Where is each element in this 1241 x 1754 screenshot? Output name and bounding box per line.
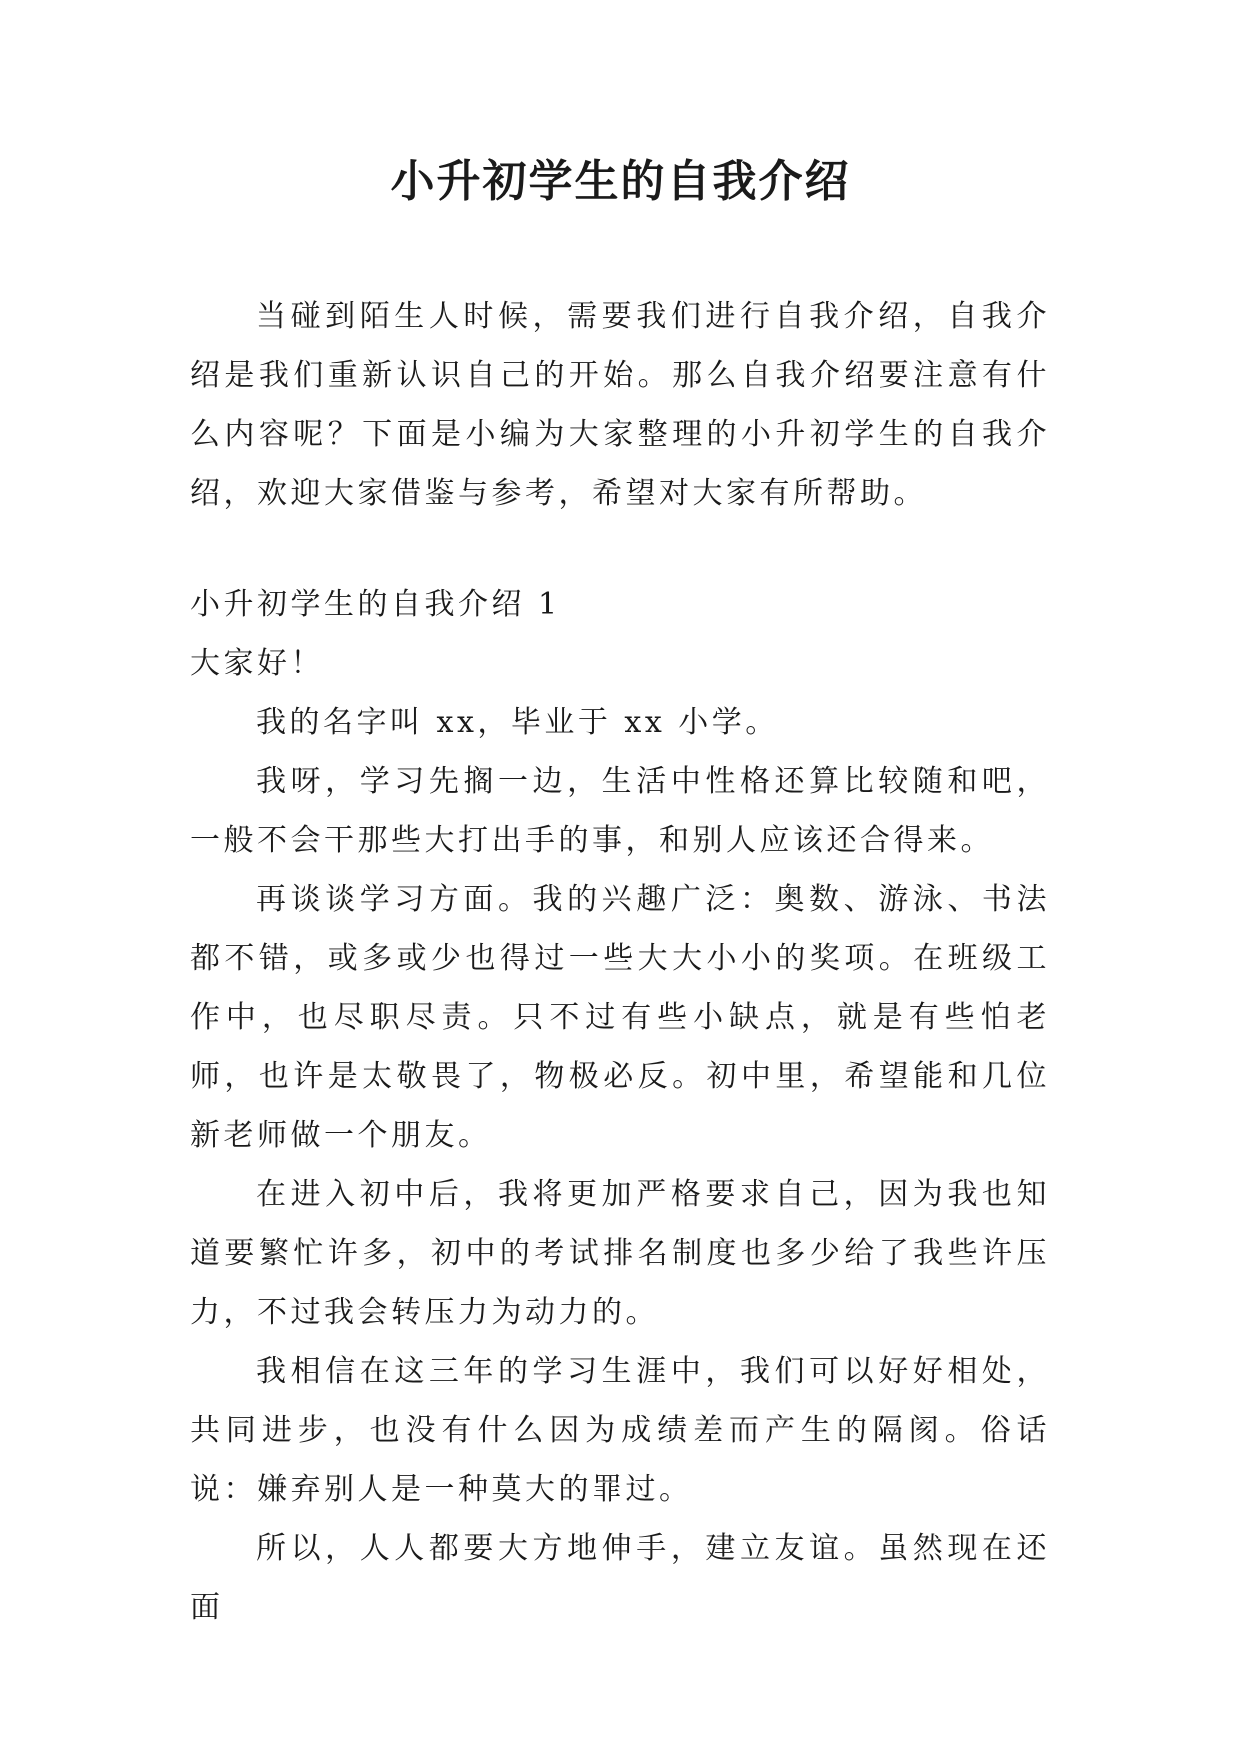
document-body [190,287,1050,1637]
body-paragraph-3: 再谈谈学习方面。我的兴趣广泛：奥数、游泳、书法都不错，或多或少也得过一些大大小小的奖项。在班级工作中，也尽职尽责。只不过有些小缺点，就是有些怕老师，也许是太敬畏了，物极必反。初中里，希望能和几位新老师做一个朋友。 [190,882,1050,1153]
greeting-line: 大家好！ [190,646,324,681]
section-heading: 小升初学生的自我介绍 1 [190,587,561,622]
body-paragraph-6: 所以，人人都要大方地伸手，建立友谊。虽然现在还面 [190,1531,1050,1625]
body-paragraph-2: 我呀，学习先搁一边，生活中性格还算比较随和吧，一般不会干那些大打出手的事，和别人应该还合得来。 [190,764,1050,858]
body-paragraph-4: 在进入初中后，我将更加严格要求自己，因为我也知道要繁忙许多，初中的考试排名制度也多少给了我些许压力，不过我会转压力为动力的。 [190,1177,1050,1330]
intro-paragraph: 当碰到陌生人时候，需要我们进行自我介绍，自我介绍是我们重新认识自己的开始。那么自我介绍要注意有什么内容呢？下面是小编为大家整理的小升初学生的自我介绍，欢迎大家借鉴与参考，希望对大家有所帮助。 [190,299,1050,511]
spacer [190,523,1050,575]
document-title: 小升初学生的自我介绍 [390,156,851,207]
body-paragraph-5: 我相信在这三年的学习生涯中，我们可以好好相处，共同进步，也没有什么因为成绩差而产生的隔阂。俗话说：嫌弃别人是一种莫大的罪过。 [190,1354,1050,1507]
body-paragraph-1: 我的名字叫 xx，毕业于 xx 小学。 [256,705,779,740]
